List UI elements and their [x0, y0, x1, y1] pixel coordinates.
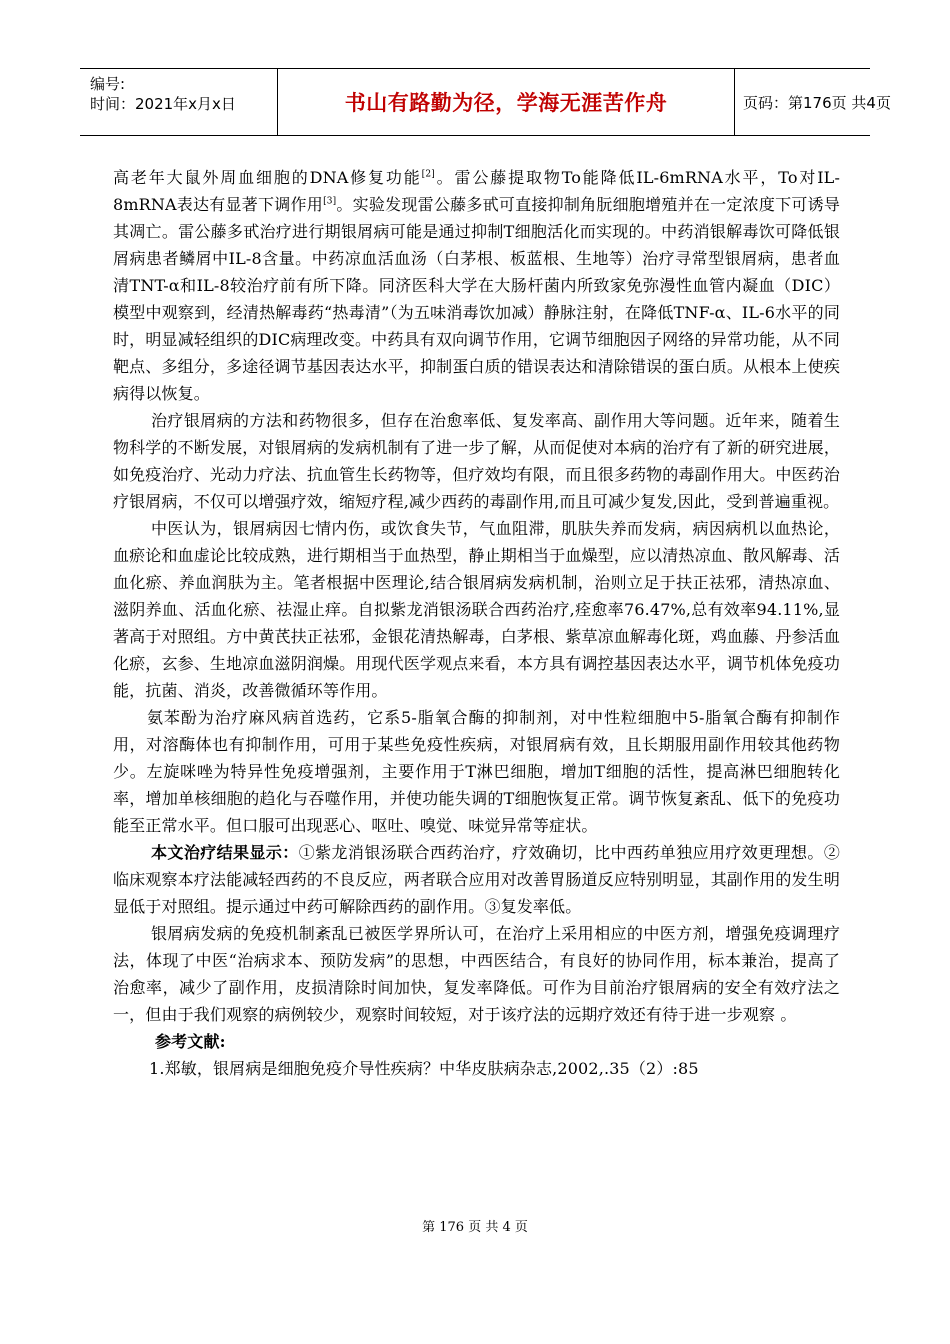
header-motto-cell — [278, 69, 735, 135]
header-table — [80, 68, 891, 136]
p1-text-b: 。雷公藤提取物To能降低IL-6mRNA水平，To对IL-8mRNA表达有显著下调作用 — [113, 168, 840, 214]
document-body — [113, 164, 840, 1082]
references-heading: 参考文献: — [155, 1032, 226, 1051]
paragraph-3: 中医认为，银屑病因七情内伤，或饮食失节，气血阻滞，肌肤失养而发病，病因病机以血热论，血瘀论和血虚论比较成熟，进行期相当于血热型，静止期相当于血燥型，应以清热凉血、散风解毒、活血化瘀、养血润肤为主。笔者根据中医理论,结合银屑病发病机制，治则立足于扶正祛邪，清热凉血、滋阴养血、活血化瘀、祛湿止痒。自拟紫龙消银汤联合西药治疗,痊愈率76.47%,总有效率94.11%,显著高于对照组。方中黄芪扶正祛邪，金银花清热解毒，白茅根、紫草凉血解毒化斑，鸡血藤、丹参活血化瘀，玄参、生地凉血滋阴润燥。用现代医学观点来看，本方具有调控基因表达水平，调节机体免疫功能，抗菌、消炎，改善微循环等作用。 — [113, 519, 840, 700]
page-footer: 第 176 页 共 4 页 — [422, 1220, 528, 1235]
page-info: 页码：第176页 共4页 — [743, 93, 891, 112]
paragraph-4: 氨苯酚为治疗麻风病首选药，它系5-脂氧合酶的抑制剂，对中性粒细胞中5-脂氧合酶有抑制作用，对溶酶体也有抑制作用，可用于某些免疫性疾病，对银屑病有效，且长期服用副作用较其他药物少。左旋咪唑为特异性免疫增强剂，主要作用于T淋巴细胞，增加T细胞的活性，提高淋巴细胞转化率，增加单核细胞的趋化与吞噬作用，并使功能失调的T细胞恢复正常。调节恢复紊乱、低下的免疫功能至正常水平。但口服可出现恶心、呕吐、嗅觉、味觉异常等症状。 — [113, 708, 840, 835]
p1-text-a: 高老年大鼠外周血细胞的DNA修复功能 — [113, 168, 422, 187]
paragraph-2: 治疗银屑病的方法和药物很多，但存在治愈率低、复发率高、副作用大等问题。近年来，随着生物科学的不断发展，对银屑病的发病机制有了进一步了解，从而促使对本病的治疗有了新的研究进展，如免疫治疗、光动力疗法、抗血管生长药物等，但疗效均有限，而且很多药物的毒副作用大。中医药治疗银屑病，不仅可以增强疗效，缩短疗程,减少西药的毒副作用,而且可减少复发,因此，受到普遍重视。 — [113, 411, 840, 511]
doc-number-label: 编号: — [90, 75, 126, 93]
header-meta-cell — [80, 69, 278, 135]
paragraph-1 — [113, 164, 840, 407]
header-page-cell — [735, 69, 891, 135]
citation-3: [3] — [323, 196, 337, 207]
citation-2: [2] — [421, 169, 435, 180]
p1-text-c: 。实验发现雷公藤多甙可直接抑制角朊细胞增殖并在一定浓度下可诱导其凋亡。雷公藤多甙治疗进行期银屑病可能是通过抑制T细胞活化而实现的。中药消银解毒饮可降低银屑病患者鳞屑中IL-8含量。中药凉血活血汤（白茅根、板蓝根、生地等）治疗寻常型银屑病，患者血清TNT-α和IL-8较治疗前有所下降。同济医科大学在大肠杆菌内所致家免弥漫性血管内凝血（DIC）模型中观察到，经清热解毒药“热毒清”（为五味消毒饮加减）静脉注射，在降低TNF-α、IL-6水平的同时，明显减轻组织的DIC病理改变。中药具有双向调节作用，它调节细胞因子网络的异常功能，从不同靶点、多组分，多途径调节基因表达水平，抑制蛋白质的错误表达和清除错误的蛋白质。从根本上使疾病得以恢复。 — [113, 195, 840, 403]
results-text: ①紫龙消银汤联合西药治疗，疗效确切，比中西药单独应用疗效更理想。②临床观察本疗法能减轻西药的不良反应，两者联合应用对改善胃肠道反应特别明显，其副作用的发生明显低于对照组。提示通过中药可解除西药的副作用。③复发率低。 — [113, 843, 840, 916]
reference-1: 1.郑敏，银屑病是细胞免疫介导性疾病？中华皮肤病杂志,2002,.35（2）:85 — [149, 1059, 699, 1078]
paragraph-6: 银屑病发病的免疫机制紊乱已被医学界所认可，在治疗上采用相应的中医方剂，增强免疫调理疗法，体现了中医“治病求本、预防发病”的思想，中西医结合，有良好的协同作用，标本兼治，提高了治愈率，减少了副作用，皮损清除时间加快，复发率降低。可作为目前治疗银屑病的安全有效疗法之一，但由于我们观察的病例较少，观察时间较短，对于该疗法的远期疗效还有待于进一步观察 。 — [113, 924, 840, 1024]
motto-text: 书山有路勤为径，学海无涯苦作舟 — [344, 91, 668, 115]
results-heading: 本文治疗结果显示： — [151, 843, 299, 862]
paragraph-5 — [113, 839, 840, 920]
doc-time-label: 时间：2021年x月x日 — [90, 95, 236, 113]
